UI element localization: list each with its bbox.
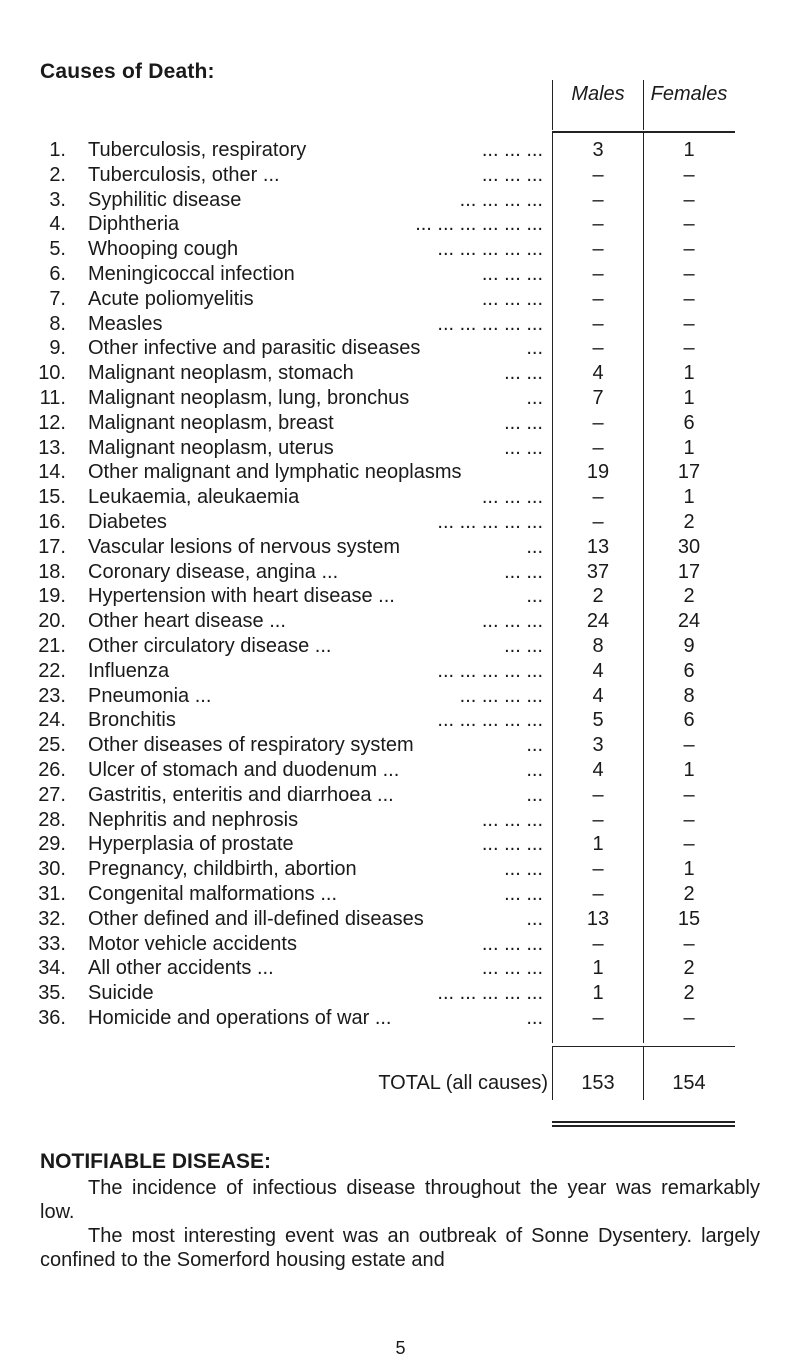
- cause-label: Diphtheria: [88, 213, 180, 236]
- row-number: 29.: [38, 833, 66, 856]
- males-value: –: [592, 238, 604, 261]
- table-row: [0, 932, 801, 956]
- males-value: 13: [586, 535, 610, 558]
- females-value: –: [683, 163, 695, 186]
- table-row: [0, 361, 801, 385]
- table-row: [0, 163, 801, 187]
- cause-label: Tuberculosis, respiratory: [88, 139, 307, 161]
- cause-label: Hyperplasia of prostate: [88, 833, 294, 856]
- leader-dots: ... ... ... ... ...: [437, 659, 543, 682]
- cause-label: Vascular lesions of nervous system: [88, 535, 400, 558]
- females-value: –: [683, 734, 695, 757]
- males-value: 1: [592, 957, 604, 980]
- cause-label: Malignant neoplasm, stomach: [88, 362, 354, 385]
- males-value: –: [592, 312, 604, 335]
- row-number: 22.: [38, 659, 66, 682]
- table-row: [0, 708, 801, 732]
- table-row: [0, 510, 801, 534]
- males-value: –: [592, 411, 604, 434]
- males-value: –: [592, 783, 604, 806]
- females-value: –: [683, 312, 695, 335]
- females-value: 1: [683, 387, 695, 409]
- row-number: 13.: [38, 436, 66, 459]
- females-value: 17: [677, 560, 701, 583]
- row-number: 20.: [38, 610, 66, 633]
- row-number: 31.: [38, 883, 66, 905]
- cause-label: Meningicoccal infection: [88, 263, 295, 285]
- cause-label: Other infective and parasitic diseases: [88, 337, 421, 360]
- row-number: 36.: [38, 1007, 66, 1029]
- males-value: –: [592, 163, 604, 186]
- males-value: 1: [592, 833, 604, 856]
- leader-dots: ... ... ... ...: [459, 684, 543, 707]
- males-value: 24: [586, 610, 610, 633]
- females-value: –: [683, 833, 695, 856]
- females-value: 6: [683, 411, 695, 434]
- cause-label: Suicide: [88, 982, 154, 1005]
- table-row: [0, 783, 801, 807]
- table-row: [0, 560, 801, 584]
- males-value: –: [592, 511, 604, 533]
- table-row: [0, 684, 801, 708]
- leader-dots: ... ... ...: [481, 808, 543, 831]
- row-number: 7.: [49, 287, 66, 310]
- leader-dots: ... ...: [504, 635, 543, 657]
- row-number: 26.: [38, 759, 66, 781]
- cause-label: Nephritis and nephrosis: [88, 808, 299, 831]
- table-row: [0, 609, 801, 633]
- cause-label: Ulcer of stomach and duodenum ...: [88, 759, 400, 781]
- leader-dots: ... ... ...: [481, 287, 543, 310]
- row-number: 17.: [38, 535, 66, 558]
- table-row: [0, 386, 801, 410]
- males-value: –: [592, 287, 604, 310]
- table-row: [0, 436, 801, 460]
- table-row: [0, 981, 801, 1005]
- males-value: –: [592, 337, 604, 360]
- leader-dots: ... ... ...: [481, 610, 543, 633]
- females-value: 8: [683, 684, 695, 707]
- males-value: –: [592, 263, 604, 285]
- header-divider-right: [643, 80, 644, 130]
- row-number: 5.: [49, 238, 66, 261]
- row-number: 19.: [38, 585, 66, 608]
- males-value: 8: [592, 635, 604, 657]
- females-value: –: [683, 188, 695, 211]
- table-row: [0, 312, 801, 336]
- males-value: –: [592, 883, 604, 905]
- row-number: 27.: [38, 783, 66, 806]
- table-row: [0, 485, 801, 509]
- leader-dots: ... ... ... ... ...: [437, 982, 543, 1005]
- section-title: Causes of Death:: [40, 60, 215, 83]
- row-number: 18.: [38, 560, 66, 583]
- leader-dots: ...: [526, 907, 543, 930]
- table-row: [0, 808, 801, 832]
- females-value: 30: [677, 535, 701, 558]
- females-value: 15: [677, 907, 701, 930]
- leader-dots: ... ... ... ... ...: [437, 312, 543, 335]
- leader-dots: ...: [526, 387, 543, 409]
- leader-dots: ... ... ...: [481, 163, 543, 186]
- row-number: 33.: [38, 932, 66, 955]
- males-value: –: [592, 932, 604, 955]
- leader-dots: ... ... ... ... ...: [437, 709, 543, 732]
- total-females: 154: [672, 1072, 706, 1094]
- males-value: –: [592, 188, 604, 211]
- row-number: 14.: [38, 461, 66, 484]
- females-value: 1: [683, 858, 695, 881]
- column-header-males: Males: [571, 83, 625, 105]
- leader-dots: ... ... ...: [481, 139, 543, 161]
- cause-label: Influenza: [88, 659, 170, 682]
- table-row: [0, 659, 801, 683]
- table-row: [0, 212, 801, 236]
- males-value: 4: [592, 659, 604, 682]
- leader-dots: ... ... ...: [481, 263, 543, 285]
- row-number: 35.: [38, 982, 66, 1005]
- total-double-rule-1: [552, 1121, 735, 1123]
- column-header-females: Females: [650, 83, 728, 105]
- leader-dots: ... ...: [504, 883, 543, 905]
- row-number: 9.: [49, 337, 66, 360]
- leader-dots: ... ... ... ... ... ...: [415, 213, 543, 236]
- row-number: 1.: [49, 139, 66, 161]
- notifiable-paragraph-2: The most interesting event was an outbreak of Sonne Dysentery. largely confined to the Somerford housing estate and: [40, 1225, 760, 1271]
- table-row: [0, 733, 801, 757]
- row-number: 24.: [38, 709, 66, 732]
- females-value: –: [683, 1007, 695, 1029]
- females-value: 9: [683, 635, 695, 657]
- cause-label: Homicide and operations of war ...: [88, 1007, 392, 1029]
- females-value: –: [683, 783, 695, 806]
- table-row: [0, 262, 801, 286]
- row-number: 12.: [38, 411, 66, 434]
- table-row: [0, 758, 801, 782]
- cause-label: Syphilitic disease: [88, 188, 242, 211]
- notifiable-paragraph-1: The incidence of infectious disease throughout the year was remarkably low.: [40, 1177, 760, 1223]
- row-number: 23.: [38, 684, 66, 707]
- leader-dots: ... ... ...: [481, 957, 543, 980]
- table-row: [0, 857, 801, 881]
- table-row: [0, 956, 801, 980]
- cause-label: Malignant neoplasm, uterus: [88, 436, 334, 459]
- header-divider-left: [552, 80, 553, 130]
- males-value: 3: [592, 734, 604, 757]
- females-value: –: [683, 932, 695, 955]
- males-value: –: [592, 436, 604, 459]
- cause-label: Coronary disease, angina ...: [88, 560, 339, 583]
- cause-label: Gastritis, enteritis and diarrhoea ...: [88, 783, 394, 806]
- cause-label: Other defined and ill-defined diseases: [88, 907, 424, 930]
- row-number: 15.: [38, 486, 66, 509]
- males-value: 7: [592, 387, 604, 409]
- table-row: [0, 460, 801, 484]
- leader-dots: ... ...: [504, 560, 543, 583]
- table-row: [0, 138, 801, 162]
- leader-dots: ... ... ...: [481, 486, 543, 509]
- leader-dots: ... ... ... ... ...: [437, 238, 543, 261]
- males-value: –: [592, 808, 604, 831]
- total-label: TOTAL (all causes): [378, 1072, 548, 1094]
- leader-dots: ... ...: [504, 858, 543, 881]
- females-value: –: [683, 238, 695, 261]
- females-value: 24: [677, 610, 701, 633]
- females-value: 2: [683, 982, 695, 1005]
- notifiable-disease-heading: NOTIFIABLE DISEASE:: [40, 1150, 272, 1173]
- females-value: 6: [683, 709, 695, 732]
- males-value: 19: [586, 461, 610, 484]
- females-value: 2: [683, 957, 695, 980]
- cause-label: Tuberculosis, other ...: [88, 163, 280, 186]
- cause-label: Leukaemia, aleukaemia: [88, 486, 300, 509]
- cause-label: Malignant neoplasm, breast: [88, 411, 334, 434]
- males-value: 3: [592, 139, 604, 161]
- row-number: 21.: [38, 635, 66, 657]
- females-value: 2: [683, 883, 695, 905]
- females-value: 1: [683, 486, 695, 509]
- leader-dots: ...: [526, 759, 543, 781]
- table-row: [0, 287, 801, 311]
- row-number: 11.: [39, 387, 66, 409]
- females-value: –: [683, 287, 695, 310]
- females-value: 1: [683, 759, 695, 781]
- males-value: 2: [592, 585, 604, 608]
- leader-dots: ... ... ... ... ...: [437, 511, 543, 533]
- males-value: 37: [586, 560, 610, 583]
- row-number: 32.: [38, 907, 66, 930]
- females-value: 17: [677, 461, 701, 484]
- females-value: –: [683, 213, 695, 236]
- leader-dots: ... ...: [504, 362, 543, 385]
- leader-dots: ... ... ... ...: [459, 188, 543, 211]
- leader-dots: ... ... ...: [481, 833, 543, 856]
- leader-dots: ... ... ...: [481, 932, 543, 955]
- males-value: 4: [592, 362, 604, 385]
- males-value: –: [592, 213, 604, 236]
- females-value: 1: [683, 139, 695, 161]
- leader-dots: ...: [526, 535, 543, 558]
- males-value: 1: [592, 982, 604, 1005]
- cause-label: Diabetes: [88, 511, 167, 533]
- cause-label: Other circulatory disease ...: [88, 635, 332, 657]
- males-value: 4: [592, 759, 604, 781]
- cause-label: Malignant neoplasm, lung, bronchus: [88, 387, 410, 409]
- males-value: 5: [592, 709, 604, 732]
- table-row: [0, 882, 801, 906]
- row-number: 34.: [38, 957, 66, 980]
- table-row: [0, 336, 801, 360]
- cause-label: Whooping cough: [88, 238, 239, 261]
- leader-dots: ...: [526, 1007, 543, 1029]
- cause-label: Measles: [88, 312, 163, 335]
- leader-dots: ...: [526, 734, 543, 757]
- table-row: [0, 411, 801, 435]
- leader-dots: ...: [526, 337, 543, 360]
- table-row: [0, 634, 801, 658]
- females-value: 1: [683, 362, 695, 385]
- table-row: [0, 1006, 801, 1030]
- males-value: –: [592, 486, 604, 509]
- table-row: [0, 237, 801, 261]
- row-number: 8.: [49, 312, 66, 335]
- cause-label: Bronchitis: [88, 709, 176, 732]
- cause-label: Congenital malformations ...: [88, 883, 338, 905]
- cause-label: Other heart disease ...: [88, 610, 286, 633]
- cause-label: Other diseases of respiratory system: [88, 734, 414, 757]
- cause-label: Acute poliomyelitis: [88, 287, 254, 310]
- cause-label: Pregnancy, childbirth, abortion: [88, 858, 357, 881]
- table-row: [0, 584, 801, 608]
- row-number: 28.: [38, 808, 66, 831]
- row-number: 3.: [49, 188, 66, 211]
- table-row: [0, 535, 801, 559]
- table-row: [0, 188, 801, 212]
- cause-label: Other malignant and lymphatic neoplasms: [88, 461, 462, 484]
- row-number: 16.: [38, 511, 66, 533]
- page-number: 5: [395, 1338, 406, 1358]
- row-number: 4.: [49, 213, 66, 236]
- total-double-rule-2: [552, 1125, 735, 1127]
- leader-dots: ...: [526, 783, 543, 806]
- total-males: 153: [581, 1072, 615, 1094]
- row-number: 6.: [49, 263, 66, 285]
- females-value: –: [683, 337, 695, 360]
- females-value: 2: [683, 585, 695, 608]
- row-number: 10.: [38, 362, 66, 385]
- table-row: [0, 832, 801, 856]
- males-value: –: [592, 858, 604, 881]
- females-value: 6: [683, 659, 695, 682]
- row-number: 2.: [49, 163, 66, 186]
- cause-label: All other accidents ...: [88, 957, 274, 980]
- row-number: 25.: [38, 734, 66, 757]
- row-number: 30.: [38, 858, 66, 881]
- females-value: –: [683, 263, 695, 285]
- leader-dots: ...: [526, 585, 543, 608]
- cause-label: Hypertension with heart disease ...: [88, 585, 395, 608]
- table-row: [0, 907, 801, 931]
- cause-label: Motor vehicle accidents: [88, 932, 297, 955]
- females-value: 1: [683, 436, 695, 459]
- males-value: –: [592, 1007, 604, 1029]
- males-value: 4: [592, 684, 604, 707]
- cause-label: Pneumonia ...: [88, 684, 212, 707]
- females-value: –: [683, 808, 695, 831]
- leader-dots: ... ...: [504, 436, 543, 459]
- males-value: 13: [586, 907, 610, 930]
- leader-dots: ... ...: [504, 411, 543, 434]
- females-value: 2: [683, 511, 695, 533]
